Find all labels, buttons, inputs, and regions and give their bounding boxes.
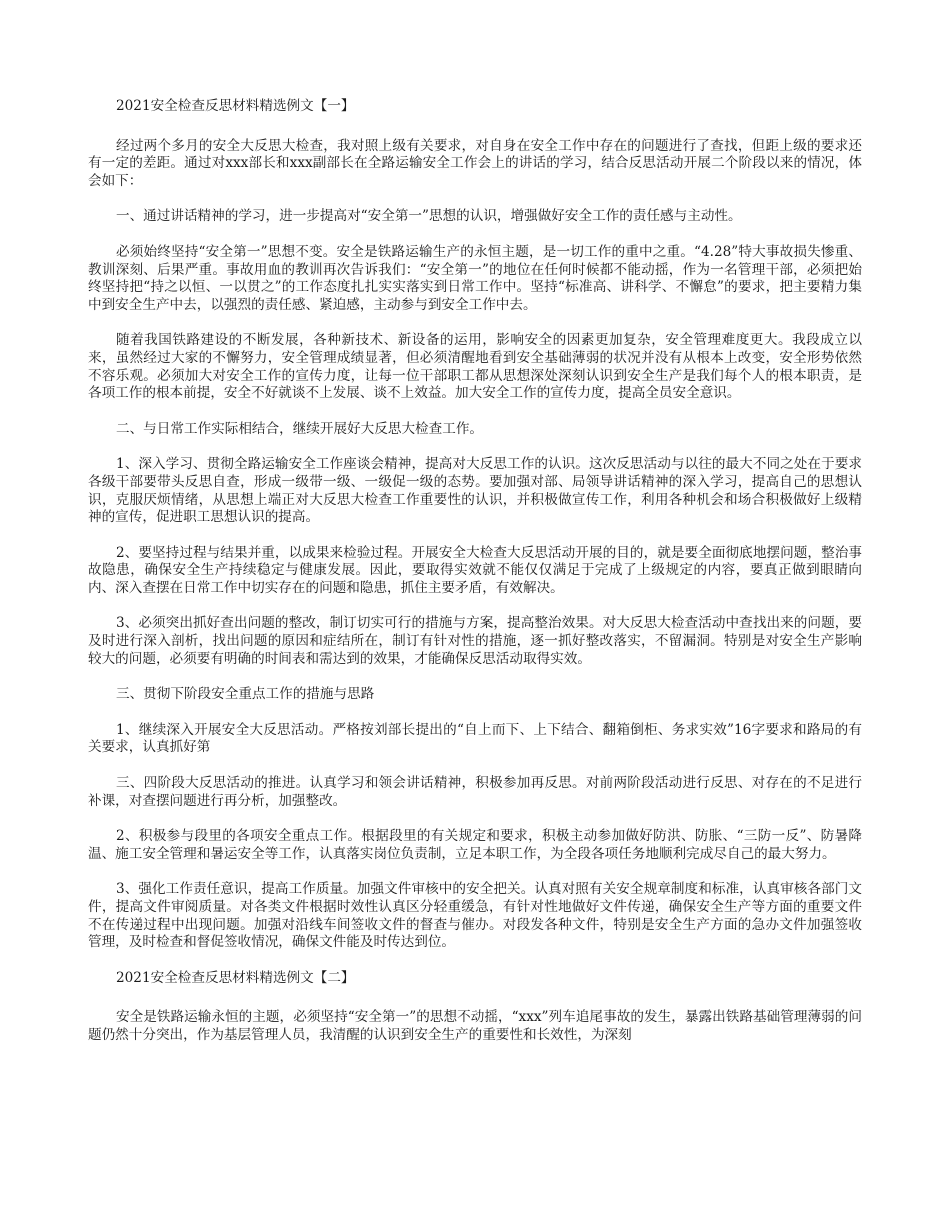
paragraph: 随着我国铁路建设的不断发展，各种新技术、新设备的运用，影响安全的因素更加复杂，安全管理难度更大。我段成立以来，虽然经过大家的不懈努力，安全管理成绩显著，但必须清醒地看到安全基础薄弱的状况并没有从根本上改变，安全形势依然不容乐观。必须加大对安全工作的宣传力度，让每一位干部职工都从思想深处深刻认识到安全生产是我们每个人的根本职责，是各项工作的根本前提，安全不好就谈不上发展、谈不上效益。加大安全工作的宣传力度，提高全员安全意识。 bbox=[88, 332, 862, 402]
section-title-1: 2021安全检查反思材料精选例文【一】 bbox=[116, 98, 355, 114]
section-title-2: 2021安全检查反思材料精选例文【二】 bbox=[116, 969, 355, 986]
paragraph: 2、积极参与段里的各项安全重点工作。根据段里的有关规定和要求，积极主动参加做好防洪、防胀、“三防一反”、防暑降温、施工安全管理和暑运安全等工作，认真落实岗位负责制，立足本职工作，为全段各项任务地顺利完成尽自己的最大努力。 bbox=[88, 828, 862, 862]
paragraph: 经过两个多月的安全大反思大检查，我对照上级有关要求，对自身在安全工作中存在的问题进行了查找，但距上级的要求还有一定的差距。通过对xxx部长和xxx副部长在全路运输安全工作会上的讲话的学习，结合反思活动开展二个阶段以来的情况，体会如下： bbox=[88, 137, 862, 189]
document-page bbox=[88, 98, 862, 1063]
section-heading: 三、贯彻下阶段安全重点工作的措施与思路 bbox=[116, 686, 375, 703]
section-heading: 二、与日常工作实际相结合，继续开展好大反思大检查工作。 bbox=[116, 420, 484, 437]
section-heading: 一、通过讲话精神的学习，进一步提高对“安全第一”思想的认识，增强做好安全工作的责任感与主动性。 bbox=[116, 208, 742, 225]
paragraph: 必须始终坚持“安全第一”思想不变。安全是铁路运输生产的永恒主题，是一切工作的重中之重。“4.28”特大事故损失惨重、教训深刻、后果严重。事故用血的教训再次告诉我们：“安全第一”的地位在任何时候都不能动摇，作为一名管理干部，必须把始终坚持把“持之以恒、一以贯之”的工作态度扎扎实实落实到日常工作中。坚持“标准高、讲科学、不懈怠”的要求，把主要精力集中到安全生产中去，以强烈的责任感、紧迫感，主动参与到安全工作中去。 bbox=[88, 243, 862, 313]
paragraph: 1、继续深入开展安全大反思活动。严格按刘部长提出的“自上而下、上下结合、翻箱倒柜、务求实效”16字要求和路局的有关要求，认真抓好第 bbox=[88, 721, 862, 756]
paragraph: 3、必须突出抓好查出问题的整改，制订切实可行的措施与方案，提高整治效果。对大反思大检查活动中查找出来的问题，要及时进行深入剖析，找出问题的原因和症结所在，制订有针对性的措施，逐一抓好整改落实，不留漏洞。特别是对安全生产影响较大的问题，必须要有明确的时间表和需达到的效果，才能确保反思活动取得实效。 bbox=[88, 615, 862, 667]
paragraph: 三、四阶段大反思活动的推进。认真学习和领会讲话精神，积极参加再反思。对前两阶段活动进行反思、对存在的不足进行补课，对查摆问题进行再分析，加强整改。 bbox=[88, 775, 862, 809]
paragraph: 1、深入学习、贯彻全路运输安全工作座谈会精神，提高对大反思工作的认识。这次反思活动与以往的最大不同之处在于要求各级干部要带头反思自查，形成一级带一级、一级促一级的态势。要加强对部、局领导讲话精神的深入学习，提高自己的思想认识，克服厌烦情绪，从思想上端正对大反思大检查工作重要性的认识，并积极做宣传工作，利用各种机会和场合积极做好上级精神的宣传，促进职工思想认识的提高。 bbox=[88, 456, 862, 526]
paragraph: 安全是铁路运输永恒的主题，必须坚持“安全第一”的思想不动摇，“xxx”列车追尾事故的发生，暴露出铁路基础管理薄弱的问题仍然十分突出，作为基层管理人员，我清醒的认识到安全生产的重要性和长效性，为深刻 bbox=[88, 1009, 862, 1043]
paragraph: 2、要坚持过程与结果并重，以成果来检验过程。开展安全大检查大反思活动开展的目的，就是要全面彻底地摆问题，整治事故隐患，确保安全生产持续稳定与健康发展。因此，要取得实效就不能仅仅满足于完成了上级规定的内容，要真正做到眼睛向内、深入查摆在日常工作中切实存在的问题和隐患，抓住主要矛盾，有效解决。 bbox=[88, 544, 862, 596]
paragraph: 3、强化工作责任意识，提高工作质量。加强文件审核中的安全把关。认真对照有关安全规章制度和标准，认真审核各部门文件，提高文件审阅质量。对各类文件根据时效性认真区分轻重缓急，有针对性地做好文件传递，确保安全生产等方面的重要文件不在传递过程中出现问题。加强对沿线车间签收文件的督查与催办。对段发各种文件，特别是安全生产方面的急办文件加强签收管理，及时检查和督促签收情况，确保文件能及时传达到位。 bbox=[88, 881, 862, 951]
